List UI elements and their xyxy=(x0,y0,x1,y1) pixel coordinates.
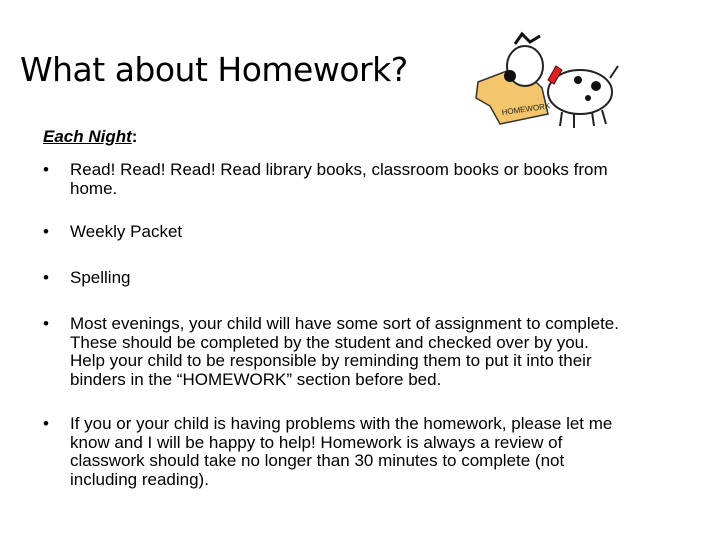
bullet: • xyxy=(43,414,49,433)
item-line: Spelling xyxy=(70,268,131,287)
list-item xyxy=(43,315,703,389)
item-line: If you or your child is having problems with the homework, please let me xyxy=(70,414,613,433)
subheading-label: Each Night xyxy=(43,127,132,146)
bullet: • xyxy=(43,314,49,333)
subheading-colon: : xyxy=(131,127,138,146)
item-line: binders in the “HOMEWORK” section before bed. xyxy=(70,369,442,389)
list-item xyxy=(43,161,703,198)
item-line: classwork should take no longer than 30 minutes to complete (not xyxy=(70,451,565,470)
subheading xyxy=(43,127,137,147)
item-line: Read! Read! Read! Read library books, classroom books or books from xyxy=(70,160,608,179)
bullet: • xyxy=(43,222,49,241)
bullet: • xyxy=(43,268,49,287)
item-line: Help your child to be responsible by reminding them to put it into their xyxy=(70,351,592,370)
bullet: • xyxy=(43,160,49,179)
list-item xyxy=(43,415,703,489)
item-line: These should be completed by the student and checked over by you. xyxy=(70,332,589,352)
item-line: know and I will be happy to help! Homework is always a review of xyxy=(70,432,563,452)
item-line: home. xyxy=(70,178,118,198)
dog-eating-homework-illustration xyxy=(470,26,620,132)
list-item xyxy=(43,269,703,288)
list-item xyxy=(43,223,703,242)
svg-text:HOMEWORK: HOMEWORK xyxy=(501,101,551,118)
slide-title: What about Homework? xyxy=(20,50,408,89)
item-line: Most evenings, your child will have some sort of assignment to complete. xyxy=(70,314,619,333)
item-line: including reading). xyxy=(70,469,209,489)
item-line: Weekly Packet xyxy=(70,222,183,241)
